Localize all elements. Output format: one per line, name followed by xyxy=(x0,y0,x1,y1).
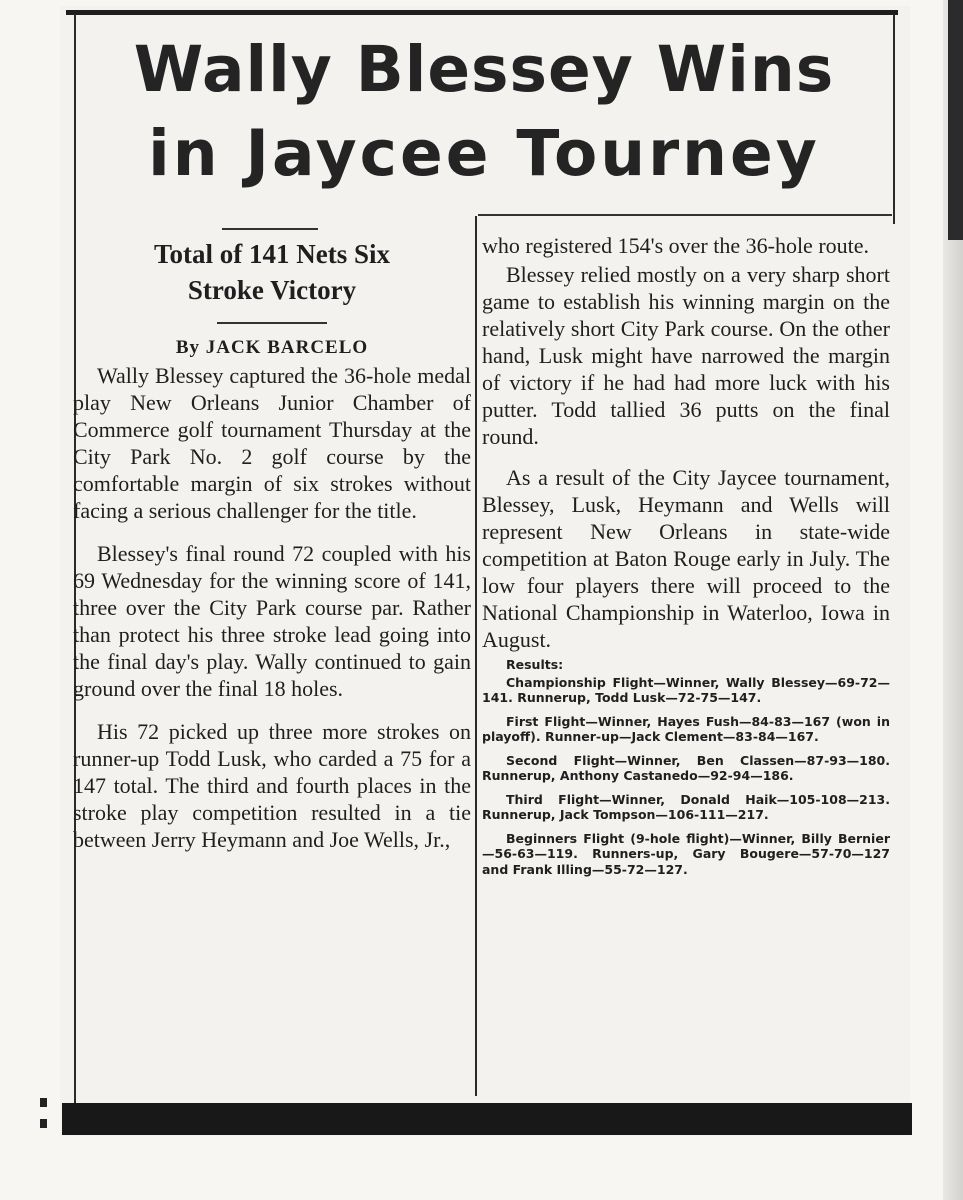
result-beginners-flight: Beginners Flight (9-hole flight)—Winner, Billy Bernier—56-63—119. Runners-up, Gary Bougere—57-70—127 and Frank Illing—55-72—127. xyxy=(482,830,890,877)
headline-line-2: in Jaycee Tourney xyxy=(148,117,820,190)
column-divider xyxy=(475,216,477,1096)
article-paragraph-2: Blessey's final round 72 coupled with his 69 Wednesday for the winning score of 141, three over the City Park course par. Rather than protect his three stroke lead going into the final day's play. Wally continued to gain ground over the final 18 holes. xyxy=(73,541,471,701)
right-border-rule xyxy=(893,14,895,224)
article-paragraph-5: Blessey relied mostly on a very sharp short game to establish his winning margin on the relatively short City Park course. On the other hand, Lusk might have narrowed the margin of victory if he had had more luck with his putter. Todd tallied 36 putts on the final round. xyxy=(482,262,890,449)
top-rule xyxy=(66,10,898,15)
margin-marks xyxy=(40,1098,48,1138)
scan-edge-strip xyxy=(948,0,963,240)
article-paragraph-1: Wally Blessey captured the 36-hole medal play New Orleans Junior Chamber of Commerce golf tournament Thursday at the City Park No. 2 golf course by the comfortable margin of six strokes without facing a serious challenger for the title. xyxy=(73,363,471,523)
result-third-flight: Third Flight—Winner, Donald Haik—105-108—213. Runnerup, Jack Tompson—106-111—217. xyxy=(482,791,890,822)
headline-rule xyxy=(478,214,892,216)
subhead-rule xyxy=(217,322,327,324)
result-first-flight: First Flight—Winner, Hayes Fush—84-83—167 (won in playoff). Runner-up—Jack Clement—83-84—167. xyxy=(482,713,890,744)
subhead-line-2: Stroke Victory xyxy=(187,275,357,305)
result-championship-flight: Championship Flight—Winner, Wally Blessey—69-72—141. Runnerup, Todd Lusk—72-75—147. xyxy=(482,674,890,705)
article-paragraph-4: who registered 154's over the 36-hole route. xyxy=(482,233,870,258)
result-second-flight: Second Flight—Winner, Ben Classen—87-93—180. Runnerup, Anthony Castanedo—92-94—186. xyxy=(482,752,890,783)
headline-line-1: Wally Blessey Wins xyxy=(133,33,835,106)
subhead-top-rule xyxy=(222,228,318,230)
results-list xyxy=(482,657,890,877)
left-column xyxy=(73,236,471,853)
article-paragraph-3: His 72 picked up three more strokes on runner-up Todd Lusk, who carded a 75 for a 147 total. The third and fourth places in the stroke play competition resulted in a tie between Jerry Heymann and Joe Wells, Jr., xyxy=(73,719,471,852)
right-column xyxy=(482,232,890,877)
byline: By JACK BARCELO xyxy=(175,337,369,358)
subhead-line-1: Total of 141 Nets Six xyxy=(153,239,390,269)
headline xyxy=(80,28,888,196)
bottom-rule-band xyxy=(62,1103,912,1135)
results-label: Results: xyxy=(506,657,564,672)
article-paragraph-6: As a result of the City Jaycee tournament, Blessey, Lusk, Heymann and Wells will represent New Orleans in state-wide competition at Baton Rouge early in July. The low four players there will proceed to the National Championship in Waterloo, Iowa in August. xyxy=(482,465,890,652)
